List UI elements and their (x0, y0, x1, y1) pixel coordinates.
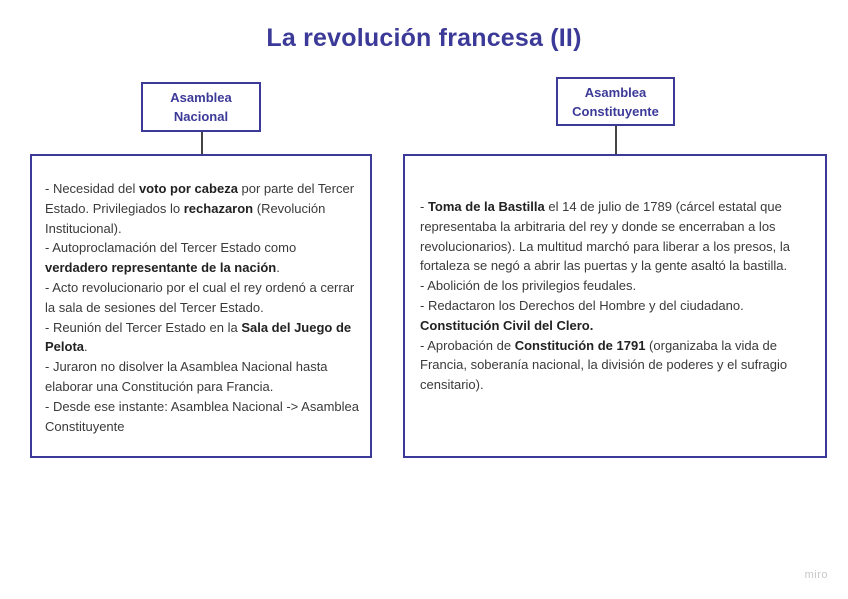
text: por parte del Tercer Estado. Privilegiados lo (45, 181, 355, 216)
text: - Necesidad del (45, 181, 139, 196)
label-line-1: Asamblea (584, 84, 647, 100)
label-line-2: Constituyente (572, 103, 659, 119)
bullet-item (45, 397, 360, 437)
text: - Aprobación de (420, 337, 515, 353)
bold-text: Constitución Civil del Clero. (420, 317, 594, 333)
bullet-item (45, 278, 360, 318)
bold-text: verdadero representante de la nación (45, 260, 277, 276)
text: . (276, 260, 280, 276)
bullet-item (420, 197, 815, 276)
label-line-2: Nacional (173, 109, 229, 124)
bullet-item (45, 357, 360, 397)
miro-watermark: miro (804, 569, 828, 581)
left-connector (201, 132, 203, 154)
text: - Juraron no disolver la Asamblea Nacional hasta elaborar una Constitución para Francia. (45, 359, 328, 394)
text: - Abolición de los privilegios feudales. (420, 278, 637, 294)
text: - Reunión del Tercer Estado en la (45, 319, 242, 335)
text: . (84, 339, 88, 355)
bullet-item (420, 276, 815, 296)
text: (organizaba la vida de Francia, soberanía nacional, la división de poderes y el sufragio censitario). (420, 337, 788, 393)
asamblea-nacional-label (141, 82, 261, 132)
text: (Revolución Institucional). (45, 200, 326, 236)
bullet-item (420, 336, 815, 395)
label-line-1: Asamblea (170, 90, 232, 105)
asamblea-constituyente-content (403, 154, 827, 458)
page-title: La revolución francesa (II) (266, 24, 582, 52)
bold-text: Toma de la Bastilla (427, 199, 545, 214)
asamblea-constituyente-label (556, 77, 675, 126)
text: - (420, 199, 428, 214)
bold-text: voto por cabeza (138, 181, 238, 196)
bullet-item (45, 318, 360, 358)
bullet-item (45, 238, 360, 278)
text: - Autoproclamación del Tercer Estado como (45, 240, 297, 256)
bullet-item (420, 296, 815, 336)
text: - Redactaron los Derechos del Hombre y del ciudadano. (420, 297, 744, 313)
bullet-item (45, 179, 360, 238)
text: - Desde ese instante: Asamblea Nacional -> Asamblea Constituyente (45, 398, 359, 434)
asamblea-nacional-content (30, 154, 372, 458)
bold-text: Constitución de 1791 (514, 337, 646, 353)
bold-text: rechazaron (183, 200, 254, 216)
bold-text: Sala del Juego de Pelota (45, 319, 352, 355)
right-connector (615, 126, 617, 155)
text: el 14 de julio de 1789 (cárcel estatal que representaba la arbitraria del rey y donde se encerraban a los revolucionarios). La multitud marchó para liberar a los presos, la fortaleza se negó a abrir las puertas y la gente asaltó la bastilla. (420, 199, 790, 274)
text: - Acto revolucionario por el cual el rey ordenó a cerrar la sala de sesiones del Tercer Estado. (45, 279, 355, 315)
